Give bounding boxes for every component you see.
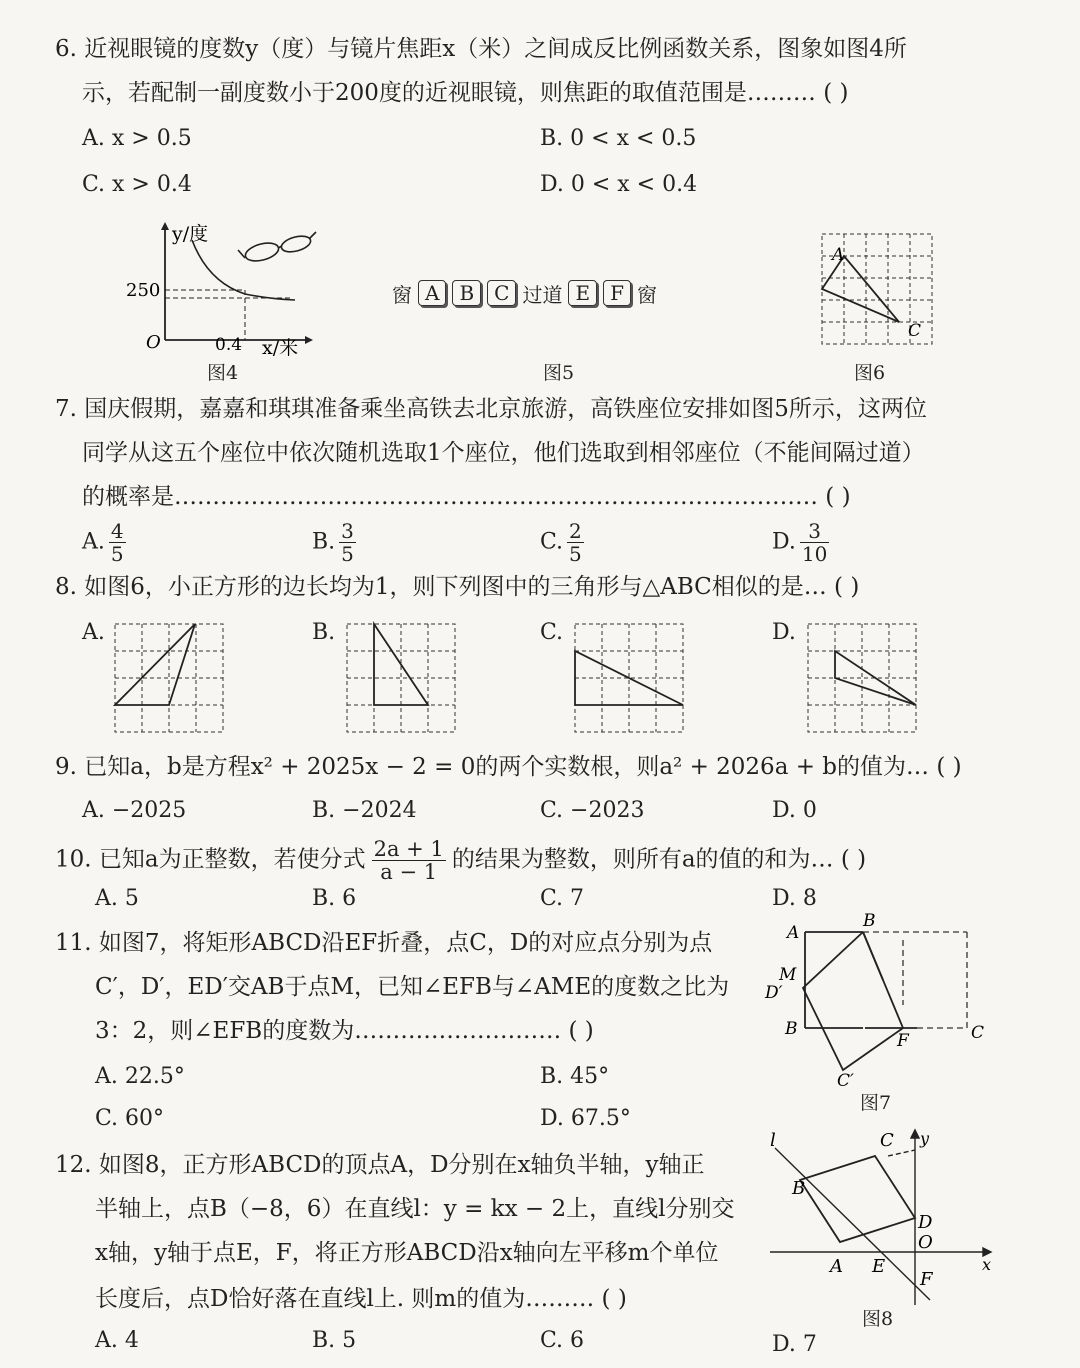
q12-line3: x轴，y轴于点E，F，将正方形ABCD沿x轴向左平移m个单位	[95, 1240, 719, 1266]
seat-a: A	[418, 280, 446, 306]
q8-grid-a	[115, 624, 225, 734]
q9-option-a: A. −2025	[82, 798, 187, 823]
q7-option-b-letter: B.	[312, 529, 336, 555]
q10-option-b: B. 6	[312, 886, 357, 911]
glasses-icon	[238, 232, 316, 264]
fig4-caption: 图4	[207, 362, 239, 384]
numerator: 4	[110, 519, 124, 543]
q6-line1: 6. 近视眼镜的度数y（度）与镜片焦距x（米）之间成反比例函数关系，图象如图4所	[55, 36, 907, 62]
fig7-caption: 图7	[860, 1092, 892, 1114]
q8-option-b-label: B.	[312, 620, 336, 645]
q7-option-d-fraction	[800, 520, 829, 565]
fig6-label-c: C	[908, 321, 922, 341]
q7-option-a	[82, 520, 126, 565]
q6-option-c: C. x > 0.4	[82, 172, 192, 197]
q12-line1: 12. 如图8，正方形ABCD的顶点A，D分别在x轴负半轴，y轴正	[55, 1152, 705, 1178]
fig6-label-a: A	[832, 245, 845, 265]
q11-option-d: D. 67.5°	[540, 1106, 631, 1131]
q7-option-a-letter: A.	[82, 529, 105, 555]
q7-option-d-letter: D.	[772, 529, 796, 555]
q11-option-c: C. 60°	[95, 1106, 165, 1131]
fig8-label-o: O	[918, 1232, 933, 1253]
q12-option-b: B. 5	[312, 1328, 357, 1353]
q8-option-c-label: C.	[540, 620, 564, 645]
fig8-label-x: x	[982, 1255, 992, 1274]
q8-option-d-label: D.	[772, 620, 796, 645]
denominator: 5	[341, 542, 354, 566]
q12-option-c: C. 6	[540, 1328, 585, 1353]
fig4-origin: O	[146, 332, 161, 353]
q7-option-c-letter: C.	[540, 529, 564, 555]
fig5-caption: 图5	[543, 362, 575, 384]
denominator: a − 1	[380, 860, 438, 884]
seat-window-right: 窗	[636, 282, 657, 307]
q12-line4: 长度后，点D恰好落在直线l上. 则m的值为……… ( )	[95, 1286, 627, 1312]
fig8-label-c: C	[880, 1130, 894, 1151]
q10-option-c: C. 7	[540, 886, 585, 911]
fig8-label-y: y	[920, 1129, 930, 1148]
seat-c: C	[487, 280, 516, 306]
q10-line1	[55, 838, 866, 883]
fig8-label-f: F	[920, 1269, 933, 1290]
fig8-caption: 图8	[862, 1308, 894, 1330]
q8-grid-b	[347, 624, 457, 734]
figure-4-graph	[120, 220, 320, 360]
numerator: 2a + 1	[373, 837, 444, 861]
fig8-label-b: B	[792, 1178, 806, 1199]
q7-option-a-fraction	[109, 520, 126, 565]
fig4-x-label: x/米	[262, 337, 299, 359]
numerator: 3	[341, 519, 354, 543]
q7-option-b-fraction	[339, 520, 356, 565]
numerator: 2	[569, 519, 582, 543]
q10-suffix: 的结果为整数，则所有a的值的和为… ( )	[451, 846, 867, 873]
q6-option-b: B. 0 < x < 0.5	[540, 126, 697, 151]
seat-e: E	[568, 280, 597, 306]
numerator: 3	[800, 520, 829, 543]
denominator: 5	[569, 542, 582, 566]
seat-f: F	[603, 280, 631, 306]
q9-line1: 9. 已知a，b是方程x² + 2025x − 2 = 0的两个实数根，则a² + 2026a + b的值为… ( )	[55, 754, 962, 780]
q6-option-d: D. 0 < x < 0.4	[540, 172, 698, 197]
q7-option-b	[312, 520, 356, 565]
q10-prefix: 10. 已知a为正整数，若使分式	[55, 846, 366, 873]
fig6-caption: 图6	[854, 362, 886, 384]
fig7-label-d-prime: D′	[765, 983, 783, 1003]
fig4-y-label: y/度	[172, 223, 209, 245]
q8-grid-d	[808, 624, 918, 734]
fig4-y-tick: 250	[126, 280, 161, 301]
figure-5-seats	[392, 276, 657, 310]
denominator: 10	[801, 542, 828, 566]
q7-line2: 同学从这五个座位中依次随机选取1个座位，他们选取到相邻座位（不能间隔过道）	[82, 440, 925, 466]
fig7-label-f: F	[897, 1031, 909, 1051]
q9-option-c: C. −2023	[540, 798, 645, 823]
q8-grid-c	[575, 624, 685, 734]
q7-option-c-fraction	[567, 520, 584, 565]
q9-option-b: B. −2024	[312, 798, 417, 823]
figure-8-coordinate	[770, 1130, 995, 1310]
fig8-label-a: A	[830, 1256, 843, 1277]
q11-line1: 11. 如图7，将矩形ABCD沿EF折叠，点C，D的对应点分别为点	[55, 930, 713, 956]
aisle-label: 过道	[522, 282, 563, 307]
fig8-label-d: D	[918, 1212, 933, 1233]
fig7-label-a: A	[787, 923, 800, 943]
fig7-label-b-top: B	[863, 911, 876, 931]
fig8-label-l: l	[770, 1130, 776, 1151]
q10-option-d: D. 8	[772, 886, 817, 911]
q12-line2: 半轴上，点B（−8，6）在直线l：y = kx − 2上，直线l分别交	[95, 1196, 735, 1222]
denominator: 5	[110, 542, 124, 566]
seat-b: B	[452, 280, 481, 306]
fig8-label-e: E	[872, 1256, 886, 1277]
figure-6-grid	[822, 234, 934, 346]
q8-line1: 8. 如图6，小正方形的边长均为1，则下列图中的三角形与△ABC相似的是… ( )	[55, 574, 860, 600]
q6-line2: 示，若配制一副度数小于200度的近视眼镜，则焦距的取值范围是……… ( )	[82, 80, 849, 106]
q7-line3: 的概率是………………………………………………………………………… ( )	[82, 484, 851, 510]
fig4-x-tick: 0.4	[215, 335, 243, 355]
q11-line3: 3：2，则∠EFB的度数为……………………… ( )	[95, 1018, 594, 1044]
q9-option-d: D. 0	[772, 798, 817, 823]
q11-option-b: B. 45°	[540, 1064, 610, 1089]
q6-option-a: A. x > 0.5	[82, 126, 192, 151]
seat-window-left: 窗	[392, 282, 412, 307]
q11-line2: C′，D′，ED′交AB于点M，已知∠EFB与∠AME的度数之比为	[95, 974, 730, 1000]
fig7-label-c: C	[971, 1023, 985, 1043]
q12-option-a: A. 4	[95, 1328, 139, 1353]
figure-7-fold	[765, 910, 995, 1091]
fig7-label-m: M	[779, 965, 797, 985]
fig7-label-b: B	[785, 1019, 798, 1039]
q7-option-d	[772, 520, 829, 565]
q7-option-c	[540, 520, 584, 565]
q10-option-a: A. 5	[95, 886, 139, 911]
q7-line1: 7. 国庆假期，嘉嘉和琪琪准备乘坐高铁去北京旅游，高铁座位安排如图5所示，这两位	[55, 396, 927, 422]
q8-option-a-label: A.	[82, 620, 105, 645]
fig7-label-c-prime: C′	[837, 1071, 854, 1091]
q10-fraction	[372, 838, 446, 883]
q11-option-a: A. 22.5°	[95, 1064, 185, 1089]
q12-option-d: D. 7	[772, 1332, 817, 1357]
